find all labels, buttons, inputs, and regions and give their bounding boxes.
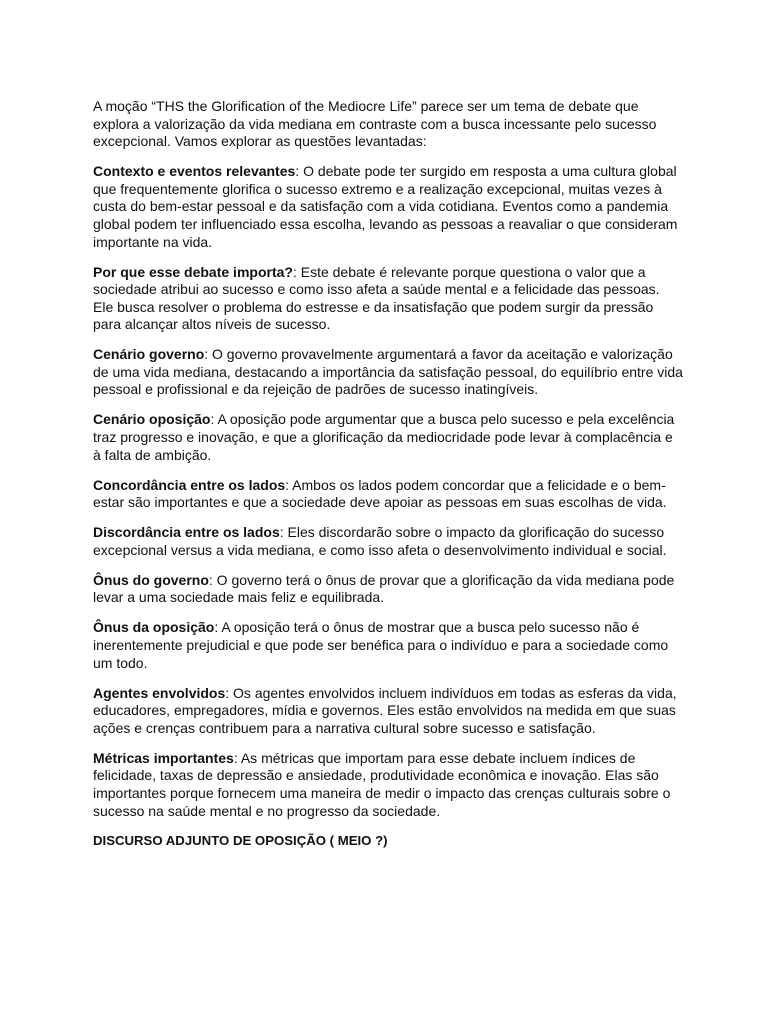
section-term: Cenário oposição [93,411,211,428]
section-term: Ônus do governo [93,571,209,588]
section-text: : O governo provavelmente argumentará a favor da aceitação e valorização de uma vida mediana, destacando a importância da satisfação pessoal, do equilíbrio entre vida pessoal e profissional e da rejeição de padrões de sucesso inatingíveis. [93,346,683,398]
intro-paragraph: A moção “THS the Glorification of the Mediocre Life” parece ser um tema de debate que explora a valorização da vida mediana em contraste com a busca incessante pelo sucesso excepcional. Vamos explorar as questões levantadas: [93,98,657,150]
section-text: : O debate pode ter surgido em resposta a uma cultura global que frequentemente glorifica o sucesso extremo e a realização excepcional, muitas vezes à custa do bem-estar pessoal e da satisfação com a vida cotidiana. Eventos como a pandemia global podem ter influenciado essa escolha, levando as pessoas a reavaliar o que consideram importante na vida. [93,163,678,250]
section-text: : O governo terá o ônus de provar que a glorificação da vida mediana pode levar a uma sociedade mais feliz e equilibrada. [93,571,675,606]
section-term: Concordância entre os lados [93,476,286,493]
section-text: : Ambos os lados podem concordar que a felicidade e o bem-estar são importantes e que a sociedade deve apoiar as pessoas em suas escolhas de vida. [93,476,667,511]
section-why-matters [93,264,683,334]
section-term: Por que esse debate importa? [93,263,293,280]
section-text: : Os agentes envolvidos incluem indivíduos em todas as esferas da vida, educadores, empregadores, mídia e governos. Eles estão envolvidos na medida em que suas ações e crenças contribuem para a narrativa cultural sobre sucesso e satisfação. [93,684,677,736]
section-government-scenario [93,346,683,399]
section-context [93,163,683,251]
section-text: : Eles discordarão sobre o impacto da glorificação do sucesso excepcional versus a vida mediana, e como isso afeta o desenvolvimento individual e social. [93,524,667,558]
section-text: : As métricas que importam para esse debate incluem índices de felicidade, taxas de depressão e ansiedade, produtividade econômica e inovação. Elas são importantes porque fornecem uma maneira de medir o impacto das crenças culturais sobre o sucesso na saúde mental e no progresso da sociedade. [93,749,671,819]
document-page [93,98,683,850]
section-opposition-scenario [93,411,683,464]
section-term: Discordância entre os lados [93,524,280,541]
section-term: Agentes envolvidos [93,684,226,701]
section-term: Métricas importantes [93,749,234,766]
section-opposition-burden [93,619,683,672]
section-agents [93,685,683,738]
section-term: Cenário governo [93,346,205,363]
section-agreement [93,477,683,512]
section-government-burden [93,572,683,607]
section-text: : A oposição pode argumentar que a busca pelo sucesso e pela excelência traz progresso e inovação, e que a glorificação da mediocridade pode levar à complacência e à falta de ambição. [93,411,675,463]
section-text: : Este debate é relevante porque questiona o valor que a sociedade atribui ao sucesso e como isso afeta a saúde mental e a felicidade das pessoas. Ele busca resolver o problema do estresse e da insatisfação que podem surgir da pressão para alcançar altos níveis de sucesso. [93,263,660,333]
section-term: Contexto e eventos relevantes [93,163,296,180]
section-metrics [93,750,683,820]
section-term: Ônus da oposição [93,619,215,636]
section-text: : A oposição terá o ônus de mostrar que a busca pelo sucesso não é inerentemente prejudicial e que pode ser benéfica para o indivíduo e para a sociedade como um todo. [93,619,669,671]
closing-heading: DISCURSO ADJUNTO DE OPOSIÇÃO ( MEIO ?) [93,833,388,849]
section-disagreement [93,524,683,559]
